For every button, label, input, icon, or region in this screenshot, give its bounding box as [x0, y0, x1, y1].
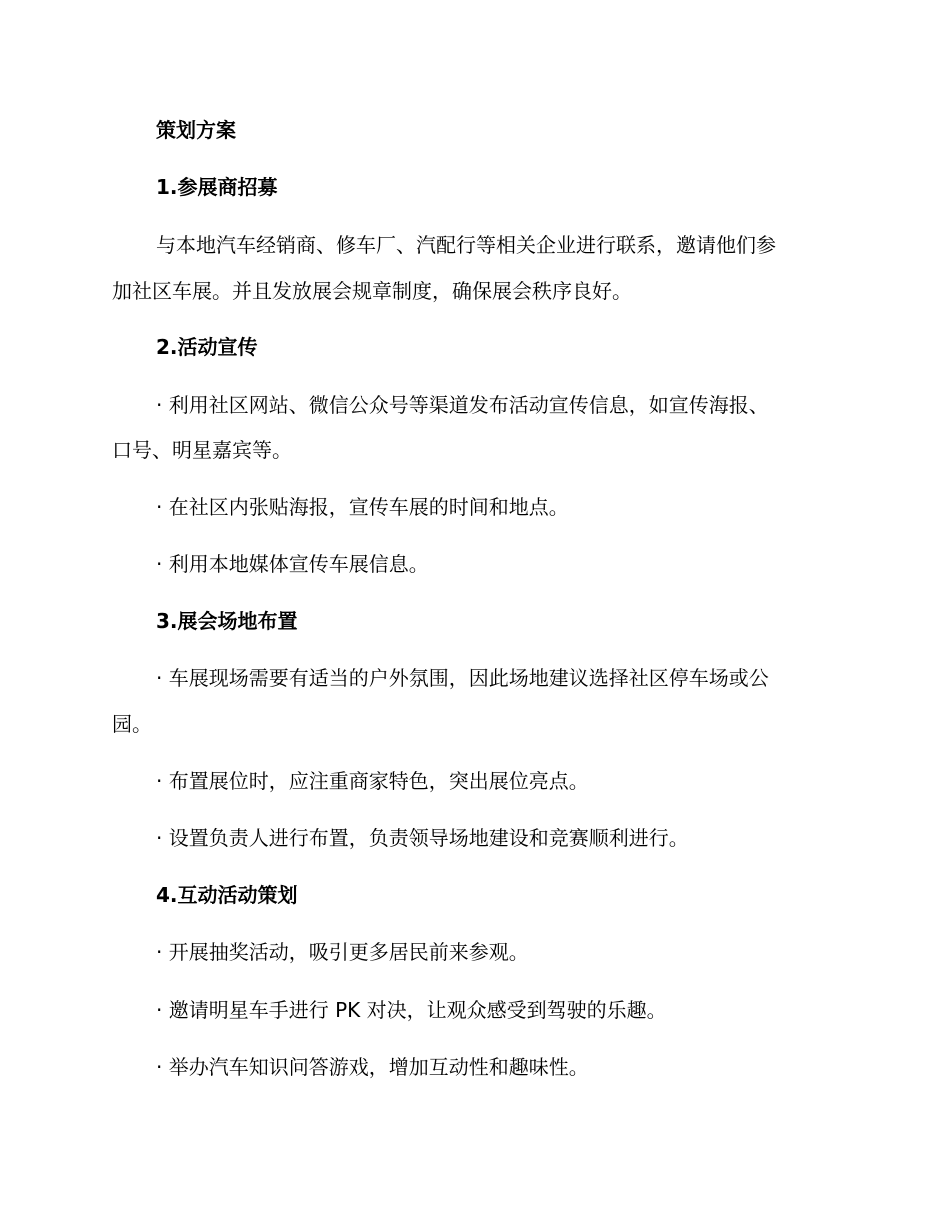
paragraph-line: 加社区车展。并且发放展会规章制度，确保展会秩序良好。: [112, 279, 632, 303]
document-title: 策划方案: [156, 118, 236, 142]
bullet-item: · 布置展位时，应注重商家特色，突出展位亮点。: [156, 769, 589, 793]
section-heading-1: 1.参展商招募: [156, 175, 278, 199]
bullet-item-continuation: 园。: [112, 712, 152, 736]
bullet-item: · 利用本地媒体宣传车展信息。: [156, 552, 429, 576]
paragraph-line: 与本地汽车经销商、修车厂、汽配行等相关企业进行联系，邀请他们参: [156, 233, 776, 257]
bullet-item: · 在社区内张贴海报，宣传车展的时间和地点。: [156, 495, 569, 519]
bullet-item: · 设置负责人进行布置，负责领导场地建设和竞赛顺利进行。: [156, 826, 689, 850]
section-heading-3: 3.展会场地布置: [156, 609, 298, 633]
bullet-item: · 利用社区网站、微信公众号等渠道发布活动宣传信息，如宣传海报、: [156, 393, 769, 417]
bullet-item: · 开展抽奖活动，吸引更多居民前来参观。: [156, 940, 529, 964]
section-heading-2: 2.活动宣传: [156, 335, 258, 359]
bullet-item: · 举办汽车知识问答游戏，增加互动性和趣味性。: [156, 1055, 589, 1079]
bullet-item: · 车展现场需要有适当的户外氛围，因此场地建议选择社区停车场或公: [156, 666, 769, 690]
bullet-item: · 邀请明星车手进行 PK 对决，让观众感受到驾驶的乐趣。: [156, 998, 667, 1022]
bullet-item-continuation: 口号、明星嘉宾等。: [112, 438, 292, 462]
section-heading-4: 4.互动活动策划: [156, 883, 298, 907]
